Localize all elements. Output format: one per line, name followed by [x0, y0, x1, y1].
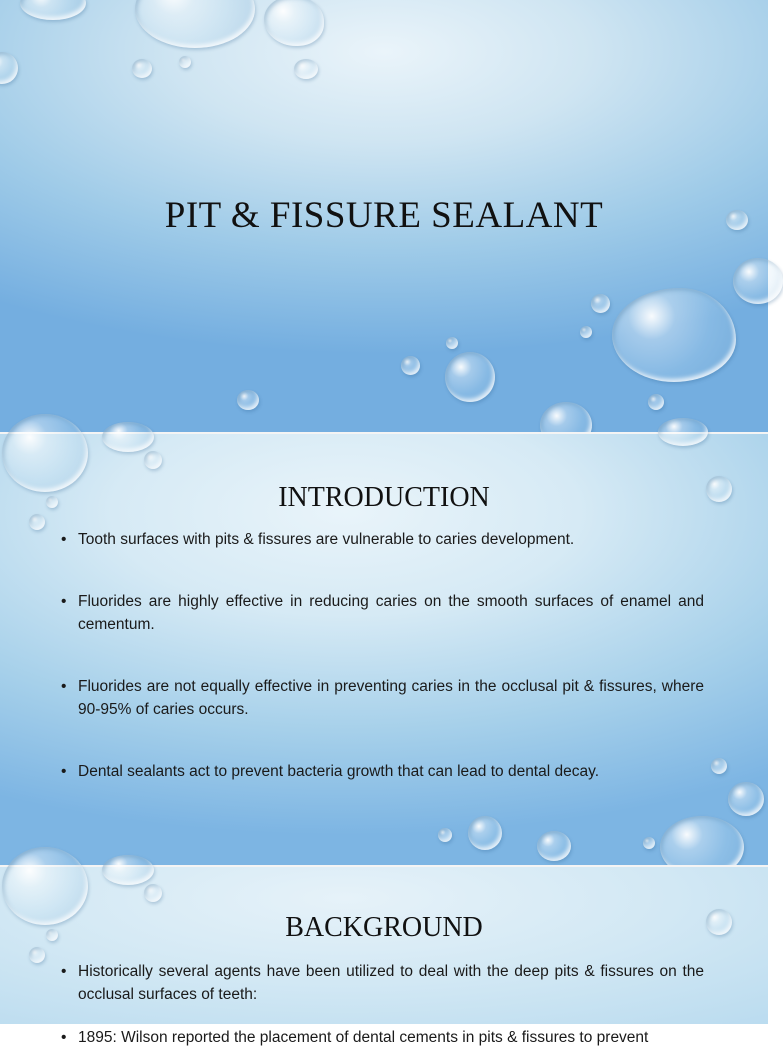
bullet-marker: •: [61, 1029, 67, 1046]
bullet-text: Fluorides are not equally effective in preventing caries in the occlusal pit & fissures, where 90-95% of caries occurs.: [78, 678, 704, 718]
water-drop: [733, 258, 783, 304]
water-drop: [401, 356, 420, 375]
slide-title: BACKGROUND: [285, 912, 483, 943]
water-drop: [648, 394, 664, 410]
bullet-marker: •: [61, 531, 67, 548]
water-drop: [612, 288, 736, 382]
bullet-text: Dental sealants act to prevent bacteria growth that can lead to dental decay.: [78, 763, 600, 780]
water-drop: [446, 337, 458, 349]
bullet-item: [60, 675, 704, 721]
water-drop: [468, 816, 502, 850]
bullet-text: 1895: Wilson reported the placement of dental cements in pits & fissures to prevent: [78, 1029, 649, 1046]
bullet-list: [60, 528, 704, 783]
slide-title: INTRODUCTION: [278, 482, 490, 513]
background-slide: [0, 867, 768, 1046]
bullet-marker: •: [61, 963, 67, 980]
bullet-marker: •: [61, 678, 67, 695]
water-drop: [658, 418, 708, 446]
bullet-text: Historically several agents have been utilized to deal with the deep pits & fissures on the occlusal surfaces of teeth:: [78, 963, 704, 1003]
water-drop: [643, 837, 655, 849]
water-drop: [102, 422, 154, 452]
water-drop: [711, 758, 727, 774]
bullet-item: [60, 960, 704, 1006]
bullet-item: [60, 528, 704, 551]
title-slide: [0, 0, 768, 432]
water-drop: [591, 294, 610, 313]
water-drop: [2, 414, 88, 492]
introduction-slide: [0, 434, 768, 865]
water-drop: [132, 59, 152, 78]
water-drop: [237, 390, 259, 410]
bullet-item: [60, 590, 704, 636]
water-drop: [537, 831, 571, 861]
water-drop: [294, 59, 318, 79]
water-drop: [580, 326, 592, 338]
bullet-marker: •: [61, 593, 67, 610]
water-drop: [438, 828, 452, 842]
water-drop: [29, 947, 45, 963]
water-drop: [102, 855, 154, 885]
slide-title: PIT & FISSURE SEALANT: [164, 195, 604, 236]
water-drop: [728, 782, 764, 816]
water-drop: [0, 52, 18, 84]
water-drop: [20, 0, 86, 20]
water-drop: [144, 451, 162, 469]
bullet-list: [60, 960, 704, 1049]
water-drop: [179, 56, 191, 68]
water-drop: [144, 884, 162, 902]
bullet-item: [60, 1026, 704, 1049]
water-drop: [29, 514, 45, 530]
bullet-text: Tooth surfaces with pits & fissures are vulnerable to caries development.: [78, 531, 575, 548]
bullet-item: [60, 760, 704, 783]
bullet-marker: •: [61, 763, 67, 780]
water-drop: [135, 0, 255, 48]
water-drop: [445, 352, 495, 402]
water-drop: [264, 0, 324, 46]
bullet-text: Fluorides are highly effective in reducing caries on the smooth surfaces of enamel and cementum.: [78, 593, 704, 633]
